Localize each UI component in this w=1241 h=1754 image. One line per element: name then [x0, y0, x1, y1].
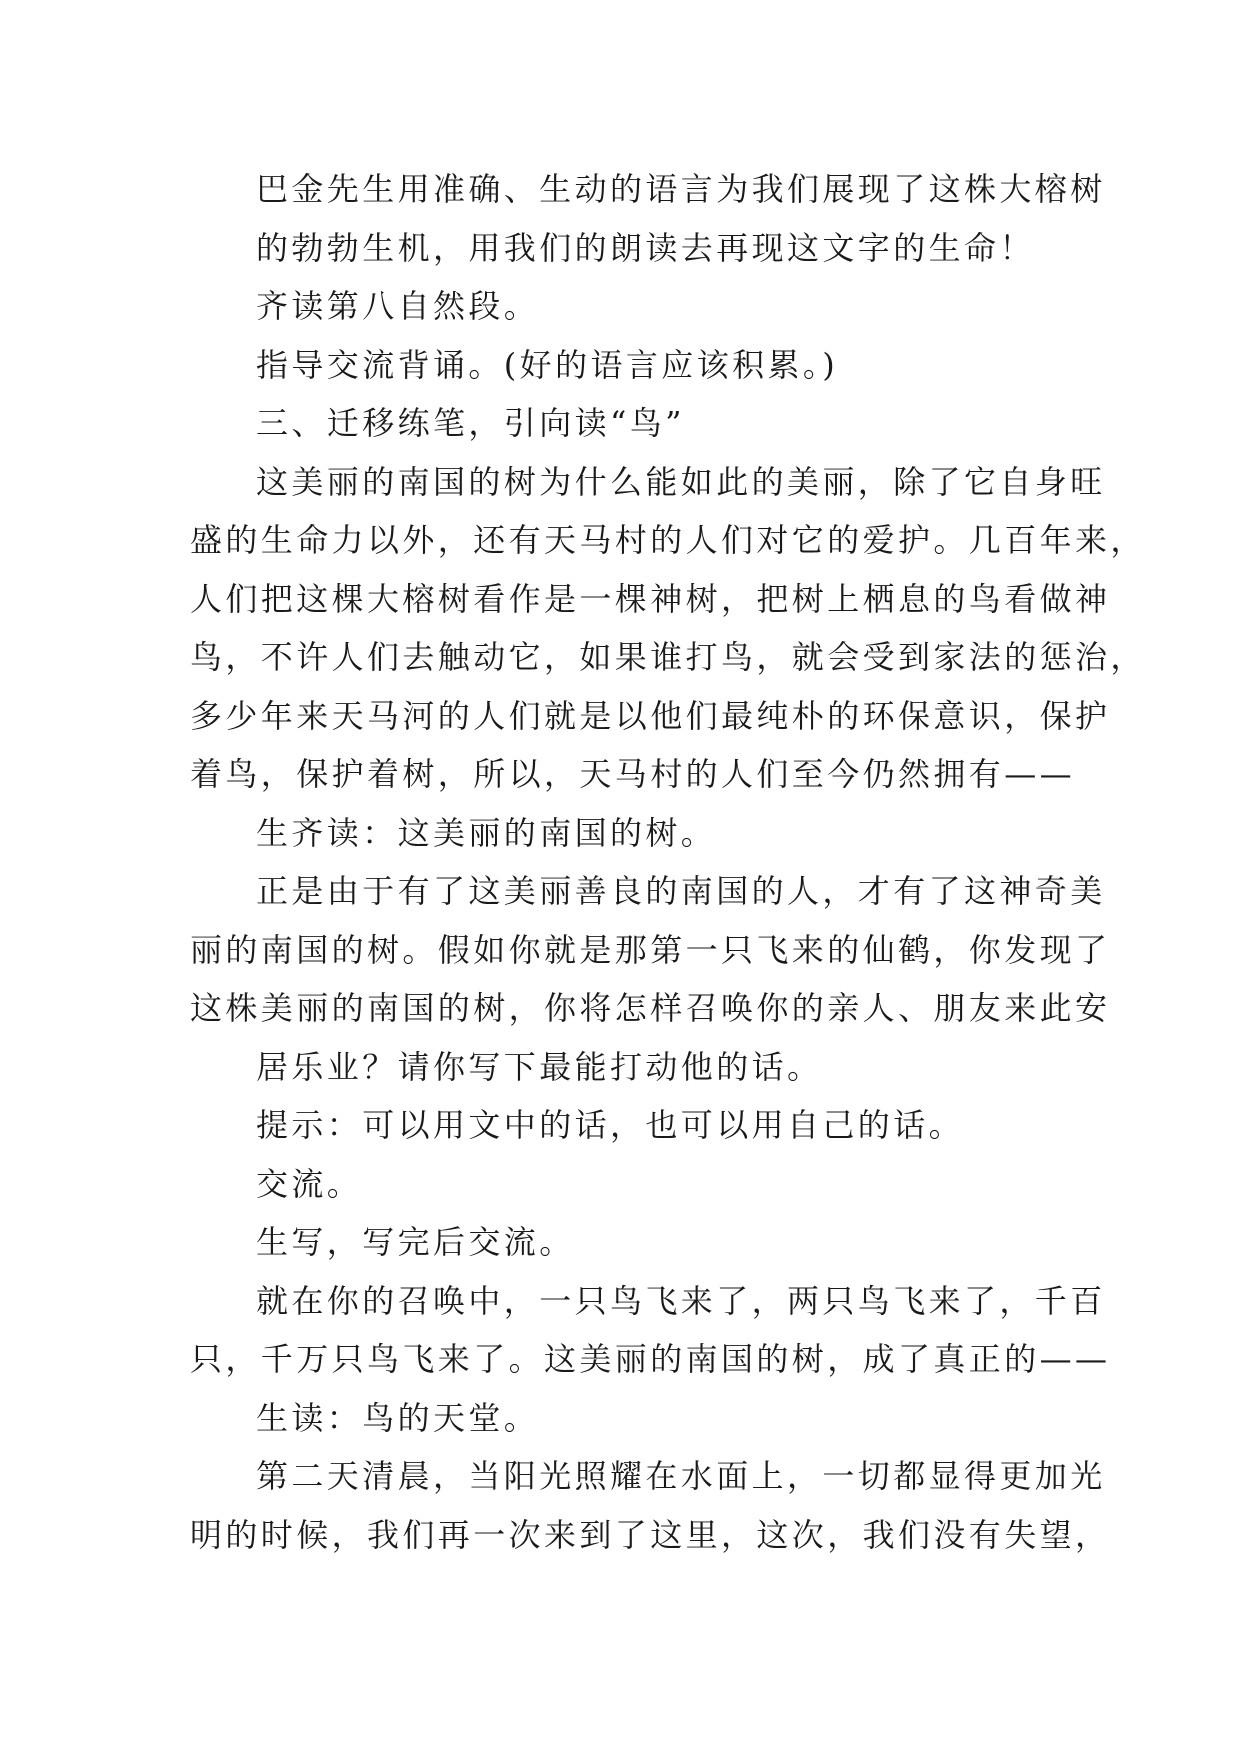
text-line: 人们把这棵大榕树看作是一棵神树，把树上栖息的鸟看做神 — [190, 579, 1111, 618]
text-line: 正是由于有了这美丽善良的南国的人，才有了这神奇美 — [256, 872, 1106, 910]
text-line: 齐读第八自然段。 — [256, 287, 540, 325]
section-heading: 三、迁移练笔，引向读“鸟” — [256, 404, 685, 442]
text-line: 着鸟，保护着树，所以，天马村的人们至今仍然拥有—— — [190, 755, 1076, 793]
text-line: 第二天清晨，当阳光照耀在水面上，一切都显得更加光 — [256, 1457, 1106, 1495]
text-line: 指导交流背诵。(好的语言应该积累。) — [256, 345, 839, 384]
text-line: 明的时候，我们再一次来到了这里，这次，我们没有失望， — [190, 1515, 1111, 1554]
text-line: 就在你的召唤中，一只鸟飞来了，两只鸟飞来了，千百 — [256, 1281, 1106, 1320]
text-line: 多少年来天马河的人们就是以他们最纯朴的环保意识，保护 — [190, 696, 1111, 735]
text-line: 生写，写完后交流。 — [256, 1223, 575, 1261]
text-line: 居乐业？请你写下最能打动他的话。 — [256, 1047, 823, 1086]
text-line: 盛的生命力以外，还有天马村的人们对它的爱护。几百年来， — [190, 521, 1146, 559]
text-line: 生齐读：这美丽的南国的树。 — [256, 813, 717, 852]
text-line: 丽的南国的树。假如你就是那第一只飞来的仙鹤，你发现了 — [190, 930, 1111, 969]
text-line: 这美丽的南国的树为什么能如此的美丽，除了它自身旺 — [256, 462, 1106, 501]
text-line: 提示：可以用文中的话，也可以用自己的话。 — [256, 1106, 965, 1144]
document-body — [190, 160, 1146, 1564]
text-line: 交流。 — [256, 1164, 363, 1203]
text-line: 鸟，不许人们去触动它，如果谁打鸟，就会受到家法的惩治， — [190, 638, 1146, 676]
text-line: 只，千万只鸟飞来了。这美丽的南国的树，成了真正的—— — [190, 1340, 1111, 1378]
text-line: 的勃勃生机，用我们的朗读去再现这文字的生命！ — [256, 228, 1035, 267]
text-line: 巴金先生用准确、生动的语言为我们展现了这株大榕树 — [256, 170, 1106, 208]
text-line: 生读：鸟的天堂。 — [256, 1398, 540, 1437]
text-line: 这株美丽的南国的树，你将怎样召唤你的亲人、朋友来此安 — [190, 989, 1111, 1027]
